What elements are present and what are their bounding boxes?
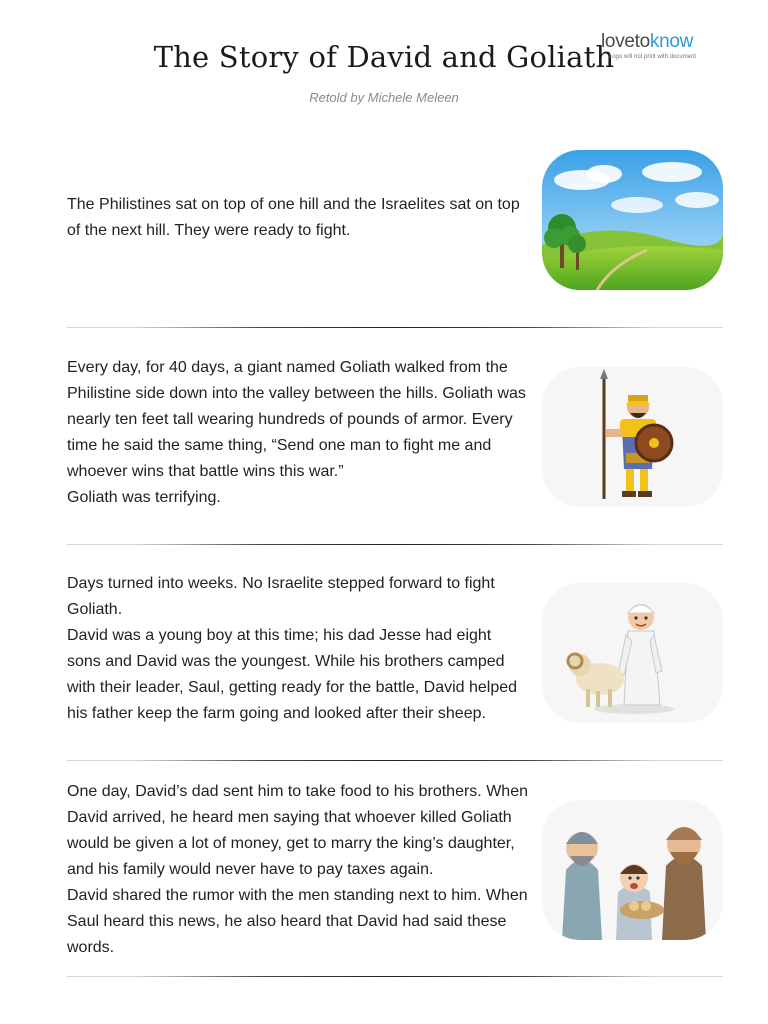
lovetoknow-logo bbox=[601, 31, 721, 61]
story-section-1 bbox=[67, 150, 723, 295]
story-section-3 bbox=[67, 571, 723, 741]
paragraph: David was a young boy at this time; his dad Jesse had eight sons and David was the youngest. While his brothers camped with their leader, Saul, getting ready for the battle, David helped his father keep the farm going and looked after their sheep. bbox=[67, 627, 518, 722]
story-section-4 bbox=[67, 779, 723, 969]
section-divider bbox=[67, 327, 723, 328]
section-4-text bbox=[67, 779, 529, 961]
paragraph: One day, David’s dad sent him to take food to his brothers. When David arrived, he heard men saying that whoever killed Goliath would be given a lot of money, get to marry the king’s daughter, and his family would never have to pay taxes again. bbox=[67, 783, 528, 878]
paragraph: Every day, for 40 days, a giant named Goliath walked from the Philistine side down into the valley between the hills. Goliath was nearly ten feet tall wearing hundreds of pounds of armor. Every time he said the same thing, “Send one man to fight me and whoever wins that battle wins this war.” bbox=[67, 359, 526, 480]
david-with-sheep-image bbox=[542, 583, 723, 723]
section-divider bbox=[67, 544, 723, 545]
paragraph: The Philistines sat on top of one hill and the Israelites sat on top of the next hill. They were ready to fight. bbox=[67, 196, 520, 239]
section-3-text bbox=[67, 571, 529, 727]
logo-text-part2: know bbox=[649, 31, 694, 52]
logo-text-part1: loveto bbox=[601, 31, 650, 52]
landscape-hills-image bbox=[542, 150, 723, 290]
page-title: The Story of David and Goliath bbox=[153, 40, 615, 74]
byline: Retold by Michele Meleen bbox=[309, 90, 459, 105]
goliath-warrior-image bbox=[542, 367, 723, 507]
paragraph: Goliath was terrifying. bbox=[67, 489, 221, 506]
section-divider bbox=[67, 760, 723, 761]
section-divider bbox=[67, 976, 723, 977]
section-1-text bbox=[67, 192, 529, 244]
paragraph: Days turned into weeks. No Israelite stepped forward to fight Goliath. bbox=[67, 575, 495, 618]
paragraph: David shared the rumor with the men standing next to him. When Saul heard this news, he also heard that David had said these words. bbox=[67, 887, 528, 956]
story-section-2 bbox=[67, 355, 723, 525]
logo-note: Logo will not print with document bbox=[609, 54, 697, 60]
section-2-text bbox=[67, 355, 529, 511]
david-with-men-image bbox=[542, 800, 723, 940]
